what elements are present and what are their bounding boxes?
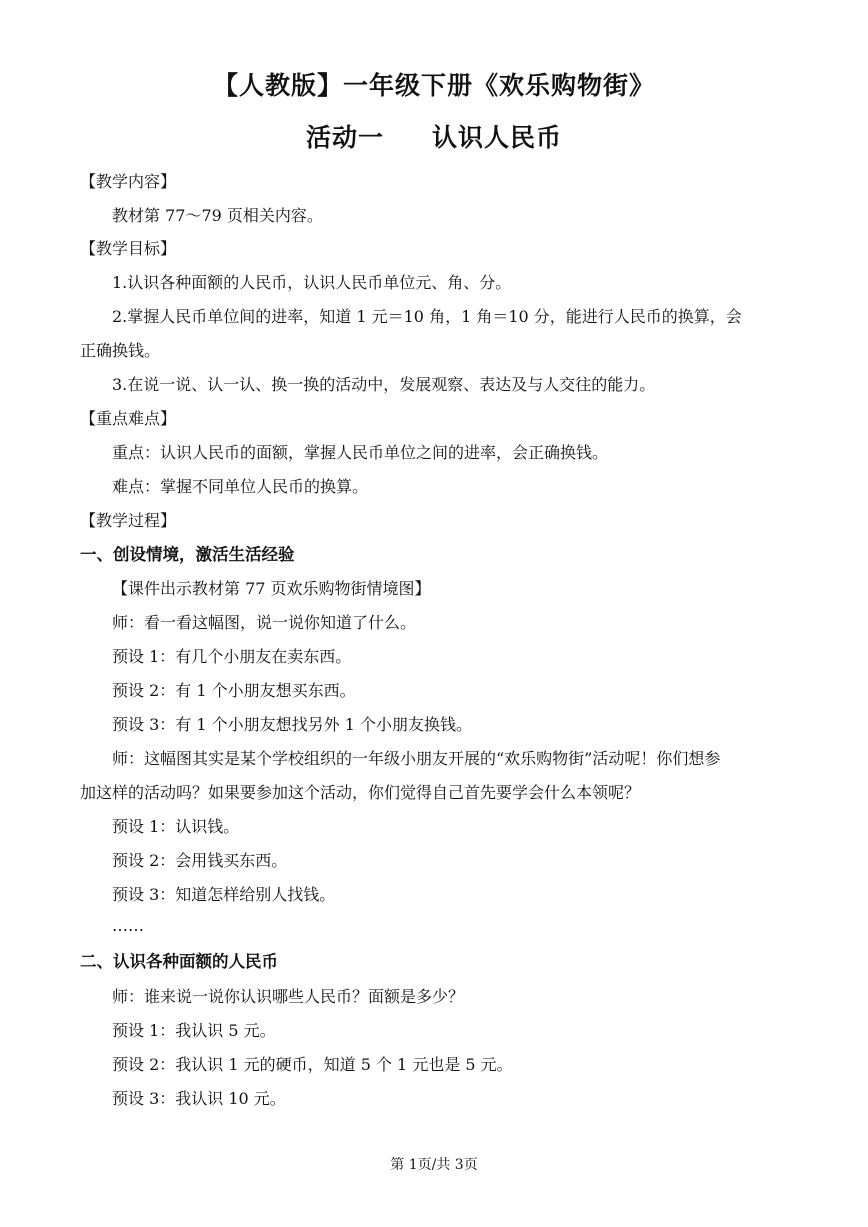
teacher-line: 师：谁来说一说你认识哪些人民币？面额是多少？ — [112, 987, 465, 1006]
answer-line: 预设 3：知道怎样给别人找钱。 — [112, 885, 336, 904]
paragraph: 教材第 77～79 页相关内容。 — [112, 206, 323, 225]
teacher-line-continued: 加这样的活动吗？如果要参加这个活动，你们觉得自己首先要学会什么本领呢？ — [80, 783, 641, 802]
answer-line: 预设 2：会用钱买东西。 — [112, 851, 288, 870]
goal-item-1: 1.认识各种面额的人民币，认识人民币单位元、角、分。 — [112, 273, 512, 292]
activity-subtitle — [0, 118, 868, 154]
section-label-content: 【教学内容】 — [80, 172, 177, 191]
teacher-line: 师：这幅图其实是某个学校组织的一年级小朋友开展的“欢乐购物街”活动呢！你们想参 — [112, 749, 721, 768]
goal-item-3: 3.在说一说、认一认、换一换的活动中，发展观察、表达及与人交往的能力。 — [112, 375, 656, 394]
section-label-goals: 【教学目标】 — [80, 239, 177, 258]
answer-line: 预设 2：有 1 个小朋友想买东西。 — [112, 681, 356, 700]
goal-item-2-continued: 正确换钱。 — [80, 341, 161, 360]
answer-line: 预设 3：我认识 10 元。 — [112, 1089, 286, 1108]
goal-item-2: 2.掌握人民币单位间的进率，知道 1 元＝10 角，1 角＝10 分，能进行人民币的换算，会 — [112, 307, 742, 326]
section-label-process: 【教学过程】 — [80, 511, 177, 530]
courseware-note: 【课件出示教材第 77 页欢乐购物街情境图】 — [112, 579, 431, 598]
answer-line: 预设 1：认识钱。 — [112, 817, 240, 836]
section-heading-1: 一、创设情境，激活生活经验 — [80, 545, 295, 564]
ellipsis: …… — [112, 916, 144, 935]
answer-line: 预设 1：我认识 5 元。 — [112, 1021, 276, 1040]
section-heading-2: 二、认识各种面额的人民币 — [80, 952, 278, 971]
document-title: 【人教版】一年级下册《欢乐购物街》 — [212, 71, 655, 100]
answer-line: 预设 3：有 1 个小朋友想找另外 1 个小朋友换钱。 — [112, 715, 472, 734]
page-number: 第 1页/共 3页 — [390, 1157, 478, 1173]
section-label-key-points: 【重点难点】 — [80, 409, 177, 428]
difficult-point: 难点：掌握不同单位人民币的换算。 — [112, 477, 369, 496]
answer-line: 预设 2：我认识 1 元的硬币，知道 5 个 1 元也是 5 元。 — [112, 1055, 513, 1074]
key-point: 重点：认识人民币的面额，掌握人民币单位之间的进率，会正确换钱。 — [112, 443, 609, 462]
activity-name: 认识人民币 — [432, 123, 563, 152]
activity-number: 活动一 — [305, 123, 384, 152]
answer-line: 预设 1：有几个小朋友在卖东西。 — [112, 647, 352, 666]
teacher-line: 师：看一看这幅图，说一说你知道了什么。 — [112, 613, 417, 632]
